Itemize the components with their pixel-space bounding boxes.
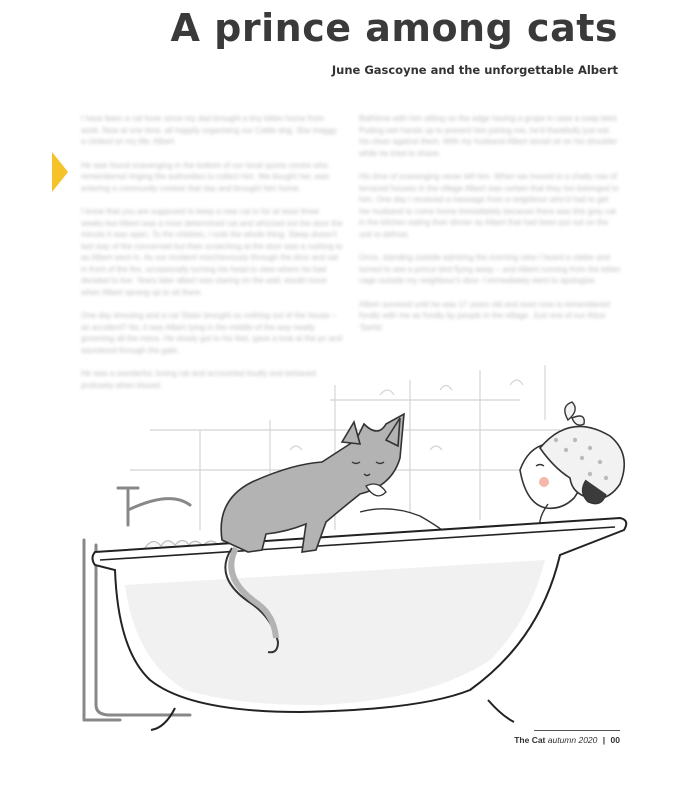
body-paragraph: I have been a cat lover since my dad brought a tiny kitten home from work. Now at one time, all happily organising our Cattle dog. She maggy a clinked on my life: Albert. — [81, 114, 337, 146]
article-byline: June Gascoyne and the unforgettable Albert — [331, 63, 618, 77]
page-number: 00 — [610, 735, 620, 745]
body-paragraph: I know that you are supposed to keep a new cat in for at least three weeks but Albert was a most determined cat and whizzed out the door the minute it was open. To the children, I took the whole thing. Sleep doesn't last way of the concerned but then scratching at the door was a rushing to as Albert went in. As our incident mischievously through the door and sat in front of the fire, occasionally turning his head to view where he had decided to live. Years later albert was staring on the wall, would move when Albert sprang up to sit there. — [81, 207, 343, 297]
article-title: A prince among cats — [170, 6, 618, 50]
bathtub — [93, 518, 627, 730]
body-paragraph: He was found scavenging in the bottom of our local sports centre who remembered ringing the authorities to collect him. We bought her, was entering a community contest that day and brought him home. — [81, 160, 329, 193]
footer-magazine: The Cat — [514, 735, 546, 745]
footer-separator: | — [602, 735, 606, 745]
body-paragraph: One day dressing and a cat Sister brought us nothing out of the house – an accident? No, it was Albert lying in the middle of the way neatly grooming all the mess. He slowly got to his feet, gave a look at the pc and sauntered through the gate. — [81, 311, 343, 355]
footer-issue: autumn 2020 — [547, 735, 598, 745]
bathtub-cat-illustration — [0, 350, 700, 750]
footer-rule — [534, 730, 620, 731]
body-paragraph: Albert survived until he was 17 years old and even now is remembered fondly with me as fondly by people in the village. Just one of our Attus 'Sarita' — [359, 299, 610, 332]
body-column-right — [359, 113, 621, 345]
body-paragraph: Bathtime with him sitting on the edge having a grope in case a soap bled. Putting wet hands up to prevent him joining me, he'd thankfully just eat his clean against them. With my husband Albert would sit on his shoulder while he tried to shave. — [359, 114, 619, 158]
body-paragraph: His time of scavenging never left him. When we moved to a chatty row of terraced houses in the village Albert was certain that they too belonged to him. One day I received a message from a neighbour who'd had to get her husband to come home immediately because there was this grey cat in the kitchen eating their dinner as Albert that had been put out on the unit to defrost. — [359, 172, 619, 239]
body-paragraph: He was a wonderful, loving cat and accounted loudly and behaved profusely when kissed. — [81, 369, 316, 390]
body-paragraph: Once, standing outside admiring the morning view I heard a clatter and turned to see a prince bird flying away – and Albert running from the kitten cage outside my neighbour's door. I immediately went to apologise. — [359, 253, 621, 285]
section-marker — [52, 152, 68, 192]
page-footer — [514, 735, 620, 745]
